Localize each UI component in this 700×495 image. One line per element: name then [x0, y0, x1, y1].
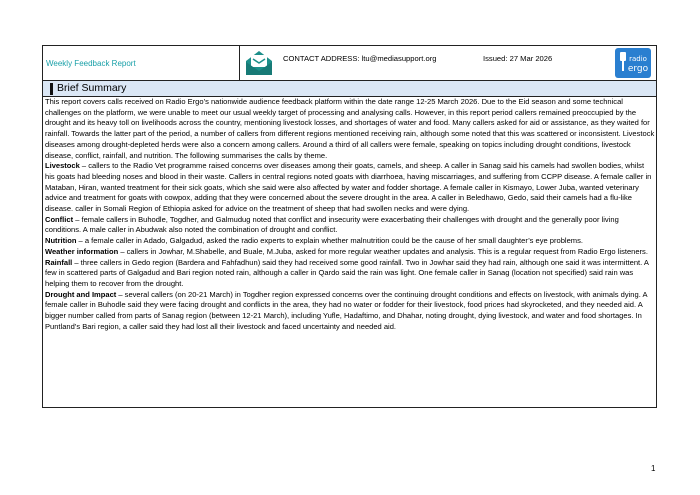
- theme-heading: Nutrition: [45, 236, 77, 246]
- theme-text: – a female caller in Adado, Galgadud, asked the radio experts to explain whether malnutrition could be the cause of her small daughter’s eye problems.: [76, 236, 583, 246]
- report-header: [42, 45, 657, 81]
- theme-paragraph: [45, 215, 655, 236]
- theme-heading: Weather information: [45, 246, 119, 256]
- intro-paragraph: This report covers calls received on Radio Ergo’s nationwide audience feedback platform within the date range 12-25 March 2026. Due to the Eid season and some technical challenges on the platform, we were unable to meet our usual weekly target of processing and analysing calls. However, in this report period callers remained preoccupied by the drought and its heavy toll on livelihoods across the country, mentioning livestock losses, and shortages of water and food. Many callers asked for aid or assistance, as they waited for rainfall. Towards the latter part of the period, a number of callers from different regions mentioned receiving rain, although some noted that this was scattered or inconsistent. Livestock diseases among drought-depleted herds were also a concern among callers. Around a third of all callers were female, speaking on topics including drought conditions, livestock disease, conflict, rainfall, and nutrition. The following summarises the calls by theme.: [45, 97, 655, 160]
- envelope-icon: [243, 47, 275, 79]
- theme-paragraph: [45, 247, 655, 258]
- section-title: Brief Summary: [57, 82, 127, 94]
- svg-text:radio: radio: [629, 55, 647, 63]
- section-marker: [50, 83, 53, 95]
- report-page: [42, 45, 657, 408]
- section-heading: [42, 81, 657, 97]
- theme-heading: Livestock: [45, 161, 80, 171]
- theme-heading: Drought and Impact: [45, 289, 117, 299]
- theme-paragraph: [45, 258, 655, 290]
- theme-text: – callers to the Radio Vet programme raised concerns over diseases among their goats, camels, and sheep. A caller in Sanag said his camels had swollen bodies, whilst his goats had bleeding noses and blood in their waste. Callers in central regions noted goats with diarrhoea, having miscarriages, and suffering from CCPP disease. A female caller in Mataban, Hiran, wanted treatment for their sick goats, which she said were also affected by water and fodder shortage. A female caller in Kismayo, Lower Juba, wanted veterinary advice and treatment for goats with cowpox, adding that they were concerned about the severe drought in the area. A caller in Beledhawo, Gedo, said their camels had a flu-like disease. caller in Somali Region of Ethiopia asked for advice on the treatment of sheep that had swollen necks and were dying.: [45, 161, 652, 214]
- theme-heading: Rainfall: [45, 257, 73, 267]
- theme-text: – three callers in Gedo region (Bardera and Fahfadhun) said they had received some good rainfall. Two in Jowhar said they had rain, although one said it was intermittent. A few in scattered parts of Galgadud and Bari region noted rain, although a caller in Qardo said the rain was light. One female caller in Sanag (location not specified) said rain was helping them to recover from the drought.: [45, 257, 649, 288]
- radio-ergo-logo: [615, 48, 651, 78]
- theme-text: – callers in Jowhar, M.Shabelle, and Buale, M.Juba, asked for more regular weather updates and analysis. This is a regular request from Radio Ergo listeners.: [118, 246, 648, 256]
- svg-text:ergo: ergo: [627, 64, 649, 74]
- report-title: Weekly Feedback Report: [46, 59, 136, 68]
- issued-date: Issued: 27 Mar 2026: [483, 54, 553, 63]
- theme-paragraph: [45, 236, 655, 247]
- contact-address: CONTACT ADDRESS: ltu@mediasupport.org: [283, 54, 437, 63]
- title-cell: [43, 46, 240, 80]
- theme-paragraph: [45, 290, 655, 333]
- page-number: 1: [651, 464, 656, 473]
- theme-paragraph: [45, 161, 655, 215]
- theme-text: – several callers (on 20-21 March) in Togdher region expressed concerns over the continuing drought conditions and effects on livestock, with animals dying. A female caller in Buhodle said they were facing drought and conflicts in the area, they had no water or fodder for their livestock, food prices had skyrocketed, and they needed aid. A bigger number called from parts of Sanag region (between 12-21 March), including Yufle, Hadaftimo, and Dhahar, noting drought, dying livestock, and water and food shortages. In Puntland’s Bari region, a caller said they had lost all their livestock and faced uncertainty and needed aid.: [45, 289, 648, 331]
- theme-heading: Conflict: [45, 214, 74, 224]
- theme-text: – female callers in Buhodle, Togdher, and Galmudug noted that conflict and insecurity were exacerbating their challenges with drought and the generally poor living conditions. A male caller in Abudwak also noted the combination of drought and conflict.: [45, 214, 619, 235]
- summary-body: [42, 97, 657, 408]
